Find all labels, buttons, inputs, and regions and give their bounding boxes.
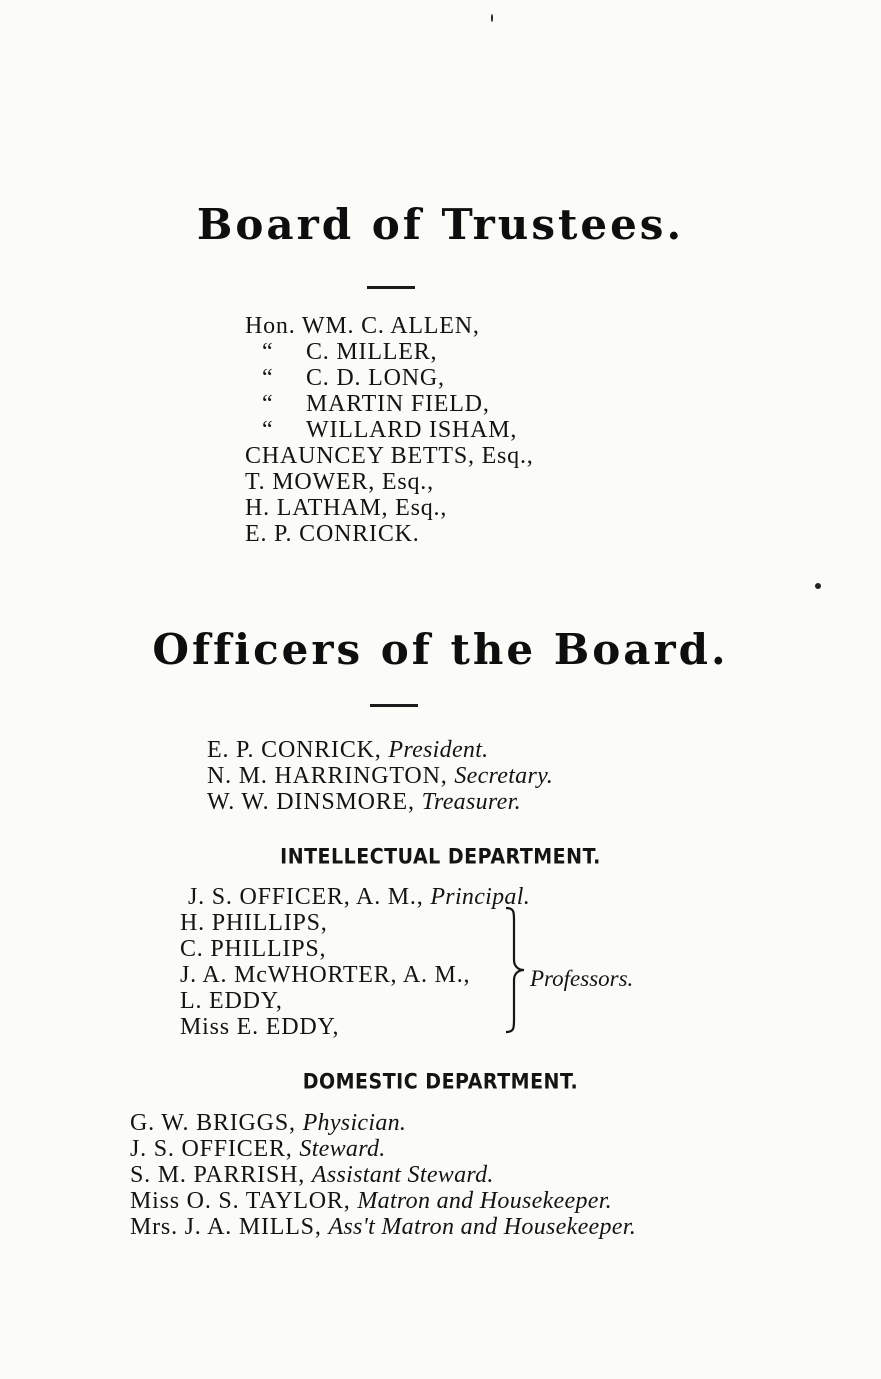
trustee-line: [245, 313, 480, 339]
title-rule: [367, 286, 415, 289]
trustee-line: [262, 365, 445, 391]
principal-role: Principal.: [430, 884, 530, 910]
staff-role: Physician.: [302, 1110, 407, 1136]
staff-line: [130, 1110, 406, 1136]
staff-name: G. W. BRIGGS,: [130, 1110, 296, 1136]
officers-title: Officers of the Board.: [152, 625, 729, 674]
trustee-name: T. MOWER, Esq.,: [245, 469, 434, 495]
officer-line: [207, 789, 521, 815]
staff-name: Mrs. J. A. MILLS,: [130, 1214, 322, 1240]
trustee-name: H. LATHAM, Esq.,: [245, 495, 448, 521]
staff-role: Matron and Housekeeper.: [357, 1188, 612, 1214]
staff-line: [130, 1162, 494, 1188]
trustee-line: [262, 339, 437, 365]
trustee-name: C. D. LONG,: [306, 365, 445, 391]
trustee-name: WILLARD ISHAM,: [306, 417, 518, 443]
professors-label: Professors.: [530, 966, 634, 991]
staff-line: [130, 1136, 386, 1162]
professor-line: L. EDDY,: [180, 988, 283, 1014]
trustee-line: [245, 521, 420, 547]
ditto-mark: “: [262, 417, 274, 443]
staff-role: Assistant Steward.: [311, 1162, 494, 1188]
trustee-line: [245, 469, 434, 495]
trustee-line: [245, 495, 447, 521]
officer-name: E. P. CONRICK,: [207, 737, 382, 763]
professor-line: Miss E. EDDY,: [180, 1014, 340, 1040]
officer-name: W. W. DINSMORE,: [207, 789, 415, 815]
principal-name: J. S. OFFICER, A. M.,: [188, 884, 424, 910]
ditto-mark: “: [262, 339, 274, 365]
trustee-name: E. P. CONRICK.: [245, 521, 420, 547]
curly-brace-icon: [502, 906, 530, 1034]
ditto-mark: “: [262, 365, 274, 391]
ditto-mark: “: [262, 391, 274, 417]
staff-name: J. S. OFFICER,: [130, 1136, 293, 1162]
staff-role: Ass't Matron and Housekeeper.: [328, 1214, 637, 1240]
officer-name: N. M. HARRINGTON,: [207, 763, 448, 789]
trustee-name: C. MILLER,: [306, 339, 438, 365]
staff-line: [130, 1188, 612, 1214]
principal-line: [188, 884, 530, 910]
trustee-prefix: Hon.: [245, 313, 296, 339]
trustee-name: WM. C. ALLEN,: [301, 313, 480, 339]
ink-speck: [815, 583, 821, 589]
trustee-line: [262, 391, 490, 417]
ink-speck: [491, 14, 493, 22]
staff-name: Miss O. S. TAYLOR,: [130, 1188, 351, 1214]
trustee-name: CHAUNCEY BETTS, Esq.,: [245, 443, 534, 469]
trustee-name: MARTIN FIELD,: [306, 391, 490, 417]
trustee-line: [262, 417, 517, 443]
staff-role: Steward.: [299, 1136, 386, 1162]
professor-line: J. A. McWHORTER, A. M.,: [180, 962, 471, 988]
staff-name: S. M. PARRISH,: [130, 1162, 306, 1188]
intellectual-dept-heading: INTELLECTUAL DEPARTMENT.: [280, 844, 601, 870]
title-rule: [370, 704, 418, 707]
board-title: Board of Trustees.: [196, 200, 685, 249]
domestic-dept-heading: DOMESTIC DEPARTMENT.: [302, 1069, 579, 1095]
staff-line: [130, 1214, 636, 1240]
trustee-line: [245, 443, 534, 469]
professor-line: H. PHILLIPS,: [180, 910, 328, 936]
officer-line: [207, 737, 488, 763]
officer-role: President.: [388, 737, 489, 763]
officer-role: Secretary.: [454, 763, 554, 789]
officer-role: Treasurer.: [421, 789, 521, 815]
professor-line: C. PHILLIPS,: [180, 936, 327, 962]
officer-line: [207, 763, 553, 789]
